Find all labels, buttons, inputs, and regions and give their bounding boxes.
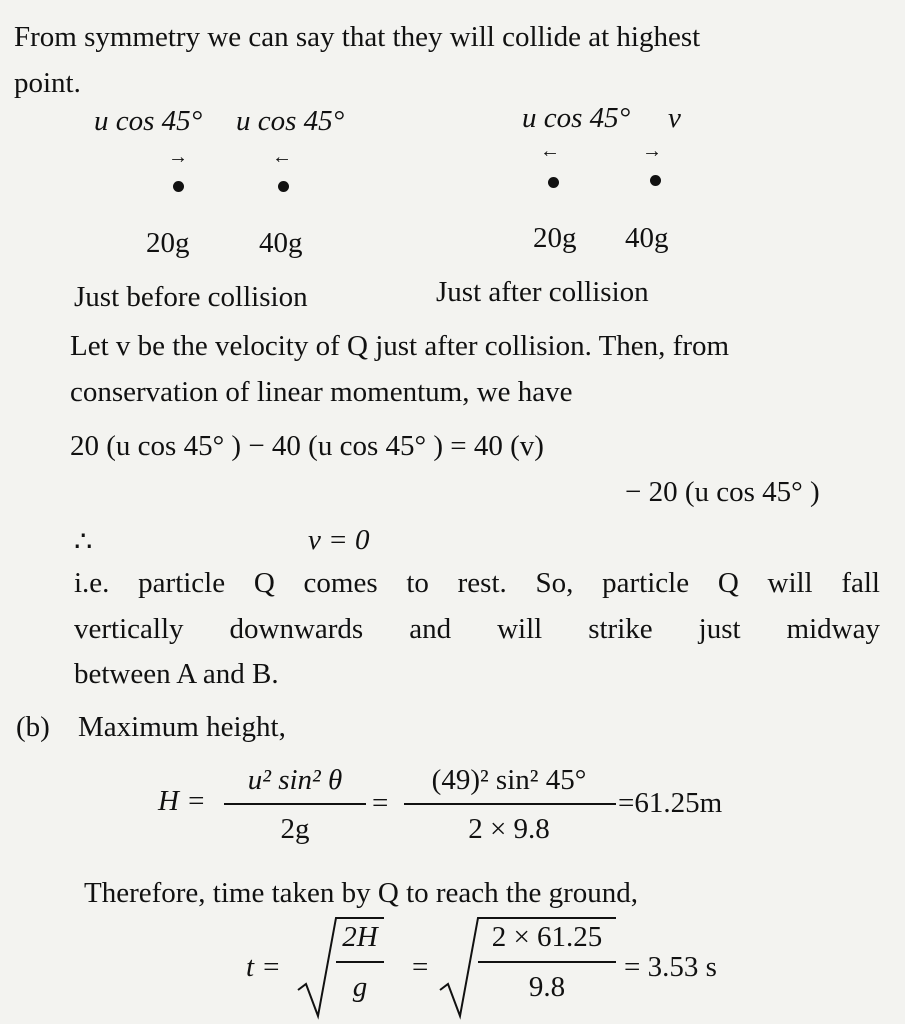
arrow-left-icon: ← [272,146,292,168]
result-v-zero: v = 0 [308,524,370,556]
time-result: = 3.53 s [624,951,717,983]
velocity-label-q-after: v [668,102,681,134]
arrow-right-icon: → [168,146,188,168]
height-numerator-2: (49)² sin² 45° [431,764,587,796]
momentum-equation-2: − 20 (u cos 45° ) [625,476,820,508]
time-numerator-1: 2H [342,921,378,953]
part-b-label: (b) [16,711,50,743]
equals-sign: = [372,787,389,819]
conclusion-line-1: i.e. particle Q comes to rest. So, particle Q will fall [74,567,880,599]
velocity-label-p-before: u cos 45° [94,105,203,137]
arrow-right-icon: → [642,140,662,162]
mass-label-20-after: 20g [533,222,577,254]
mass-label-40-before: 40g [259,227,303,259]
caption-after-collision: Just after collision [436,276,649,308]
time-denominator-1: g [352,971,368,1003]
conclusion-line-2: vertically downwards and will strike just midway [74,613,880,645]
mass-label-20-before: 20g [146,227,190,259]
time-intro: Therefore, time taken by Q to reach the ground, [84,877,639,909]
time-denominator-2: 9.8 [528,971,566,1003]
height-denominator-2: 2 × 9.8 [468,813,550,845]
momentum-equation-1: 20 (u cos 45° ) − 40 (u cos 45° ) = 40 (v) [70,430,544,462]
time-lhs: t = [246,951,281,983]
fraction-bar [478,961,616,963]
momentum-line-2: conservation of linear momentum, we have [70,376,573,408]
intro-line-1: From symmetry we can say that they will collide at highest [14,21,701,53]
arrow-left-icon: ← [540,140,560,162]
equals-sign: = [412,951,429,983]
caption-before-collision: Just before collision [74,281,308,313]
momentum-line-1: Let v be the velocity of Q just after collision. Then, from [70,330,730,362]
intro-line-2: point. [14,67,81,99]
conclusion-line-3: between A and B. [74,658,279,690]
height-denominator-1: 2g [280,813,310,845]
velocity-label-p-after: u cos 45° [522,102,631,134]
height-numerator-1: u² sin² θ [247,764,343,796]
part-b-heading: Maximum height, [78,711,286,743]
fraction-bar [336,961,384,963]
mass-label-40-after: 40g [625,222,669,254]
height-result: =61.25m [618,787,723,819]
velocity-label-q-before: u cos 45° [236,105,345,137]
height-lhs: H = [158,785,206,817]
time-numerator-2: 2 × 61.25 [491,921,603,953]
therefore-symbol: ∴ [74,526,93,558]
